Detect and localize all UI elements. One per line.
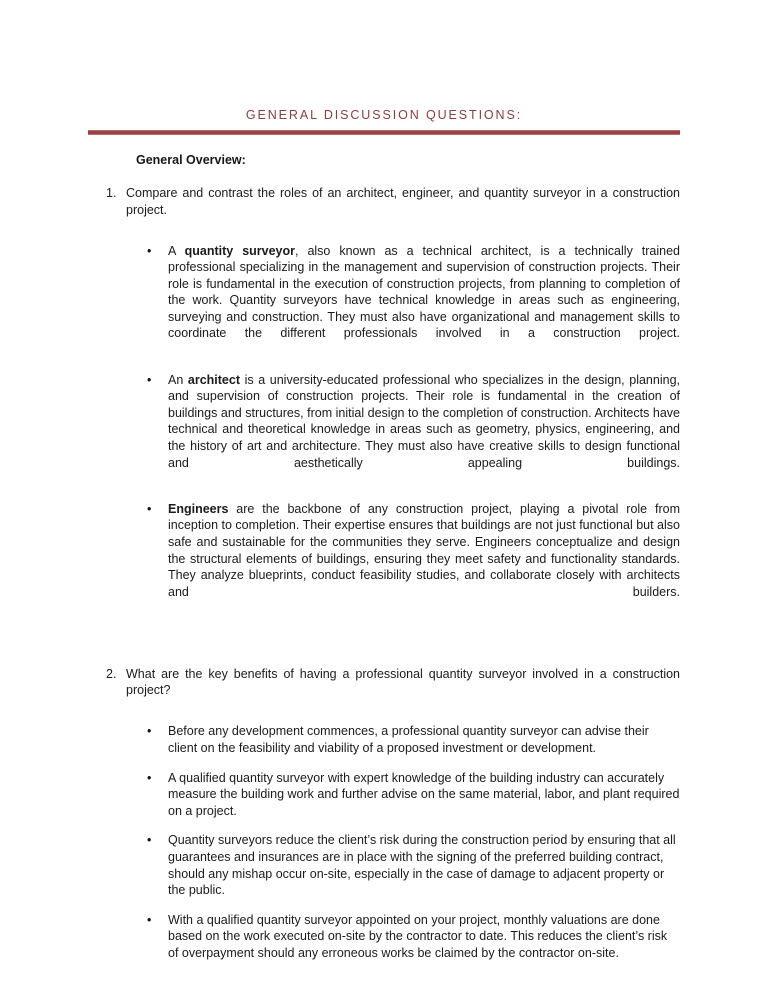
question-2-bullet-list [88, 723, 680, 961]
question-2-number: 2. [106, 666, 117, 681]
list-item-text [168, 243, 680, 359]
list-item-lead: An [168, 372, 188, 387]
list-item [147, 501, 680, 617]
list-item [147, 770, 680, 820]
bullet-icon: • [147, 501, 152, 516]
list-item-text [168, 372, 680, 488]
list-item-text: Quantity surveyors reduce the client’s risk during the construction period by ensuring that all guarantees and insurances are in place with the signing of the preferred building contract, should any mishap occur on-site, especially in the case of damage to adjacent property or the public. [168, 833, 676, 898]
page-title: GENERAL DISCUSSION QUESTIONS: [245, 108, 523, 122]
list-item [147, 372, 680, 488]
list-item-body: is a university-educated professional who specializes in the design, planning, and supervision of construction projects. Their role is fundamental in the creation of buildings and structures, from initial design to the completion of construction. Architects have technical and theoretical knowledge in areas such as geometry, physics, engineering, and the history of art and architecture. They must also have creative skills to design functional and aesthetically appealing buildings. [168, 372, 680, 470]
list-item-text [168, 501, 680, 617]
section-label-general-overview: General Overview: [136, 153, 246, 167]
question-2 [88, 666, 680, 716]
list-item [147, 832, 680, 898]
list-item [147, 912, 680, 962]
list-item-emphasis: architect [187, 372, 240, 387]
title-divider [88, 130, 680, 135]
bullet-icon: • [147, 724, 152, 739]
bullet-icon: • [147, 243, 152, 258]
section-spacer [88, 630, 680, 666]
document-content [88, 108, 680, 975]
list-item-emphasis: quantity surveyor [184, 243, 296, 258]
list-item-body: are the backbone of any construction project, playing a pivotal role from inception to completion. Their expertise ensures that buildings are not just functional but also safe and sustainable for the communities they serve. Engineers conceptualize and design the structural elements of buildings, ensuring they meet safety and functionality standards. They analyze blueprints, conduct feasibility studies, and collaborate closely with architects and builders. [168, 501, 680, 599]
list-item [147, 243, 681, 359]
list-item-lead: A [168, 243, 185, 258]
bullet-icon: • [147, 833, 152, 848]
question-1-bullet-list [88, 243, 680, 617]
question-block-1 [88, 185, 680, 617]
question-1 [88, 185, 680, 235]
list-item-body: , also known as a technical architect, is a technically trained professional specializing in the management and supervision of construction projects. Their role is fundamental in the execution of construction projects, from planning to completion of the work. Quantity surveyors have technical knowledge in areas such as engineering, surveying and construction. They must also have organizational and management skills to coordinate the different professionals involved in a construction project. [168, 243, 681, 341]
list-item-text: Before any development commences, a professional quantity surveyor can advise their client on the feasibility and viability of a proposed investment or development. [168, 724, 649, 756]
list-item-text: With a qualified quantity surveyor appointed on your project, monthly valuations are done based on the work executed on-site by the contractor to date. This reduces the client’s risk of overpayment should any erroneous works be claimed by the contractor on-site. [168, 912, 668, 960]
bullet-icon: • [147, 372, 152, 387]
question-1-text: Compare and contrast the roles of an architect, engineer, and quantity surveyor in a construction project. [126, 186, 680, 217]
question-block-2 [88, 666, 680, 962]
question-2-text: What are the key benefits of having a professional quantity surveyor involved in a construction project? [126, 666, 680, 698]
bullet-icon: • [147, 770, 152, 785]
list-item [147, 723, 680, 756]
bullet-icon: • [147, 912, 152, 927]
list-item-emphasis: Engineers [168, 501, 229, 516]
list-item-text: A qualified quantity surveyor with expert knowledge of the building industry can accurately measure the building work and further advise on the same material, labor, and plant required on a project. [168, 770, 680, 818]
question-1-number: 1. [106, 186, 117, 200]
